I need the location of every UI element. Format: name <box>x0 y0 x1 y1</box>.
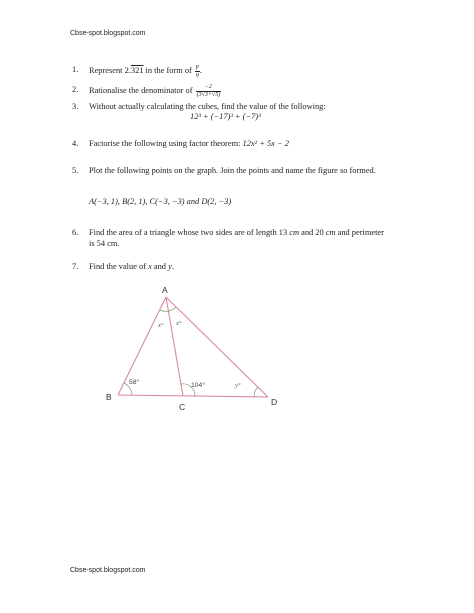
variable-y: y <box>168 262 172 271</box>
side-ad <box>166 297 268 397</box>
angle-label-cad: x° <box>176 320 182 327</box>
points-list: A(−3, 1), B(2, 1), C(−3, −3) and D(2, −3) <box>89 197 232 206</box>
question-text: and perimeter <box>335 228 384 237</box>
cube-expression: 12³ + (−17)³ + (−7)³ <box>190 112 261 121</box>
question-text: and 20 <box>299 228 326 237</box>
unit-cm: cm <box>289 228 300 237</box>
vertex-label-d: D <box>271 397 278 407</box>
side-bd <box>118 395 268 397</box>
question-text: Without actually calculating the cubes, find the value of the following: <box>89 102 326 111</box>
vertex-label-c: C <box>179 402 186 412</box>
arc-angle-d <box>254 387 258 397</box>
angle-label-acd: 104° <box>191 382 206 389</box>
fraction-denominator: (3√3+√5) <box>196 91 221 98</box>
fraction-numerator: p <box>195 64 199 70</box>
question-text: Plot the following points on the graph. Join the points and name the figure so formed. <box>89 166 376 175</box>
header-site: Cbse-spot.blogspot.com <box>70 30 146 37</box>
footer-site: Cbse-spot.blogspot.com <box>70 567 146 574</box>
question-number: 6. <box>72 228 79 237</box>
polynomial-expression: 12x² + 5x − 2 <box>242 139 289 148</box>
angle-label-bac: x° <box>158 322 164 329</box>
question-number: 4. <box>72 139 79 148</box>
fraction-numerator: −2 <box>196 84 222 92</box>
question-text: and <box>151 262 169 271</box>
question-number: 5. <box>72 166 79 175</box>
vertex-label-a: A <box>162 285 168 295</box>
vertex-label-b: B <box>106 392 112 402</box>
question-text-suffix: in the form of <box>143 65 194 75</box>
question-number: 7. <box>72 262 79 271</box>
question-number: 3. <box>72 102 79 111</box>
question-end: . <box>171 262 174 271</box>
question-number: 1. <box>72 65 79 74</box>
question-text: Rationalise the denominator of <box>89 85 195 95</box>
angle-label-d: y° <box>235 382 241 389</box>
unit-cm: cm <box>325 228 336 237</box>
question-end: . <box>199 65 203 75</box>
variable-x: x <box>148 262 152 271</box>
question-text: is 54 cm. <box>89 239 120 248</box>
side-ab <box>118 297 166 395</box>
question-text: Find the value of <box>89 262 149 271</box>
question-text: Factorise the following using factor theorem: <box>89 139 243 148</box>
question-text: Represent 2. <box>89 65 131 75</box>
angle-label-b: 58° <box>129 379 140 386</box>
fraction-denominator: q <box>195 71 199 78</box>
repeating-digits: 321 <box>130 65 144 75</box>
question-text: Find the area of a triangle whose two sides are of length 13 <box>89 228 290 237</box>
question-number: 2. <box>72 85 79 94</box>
